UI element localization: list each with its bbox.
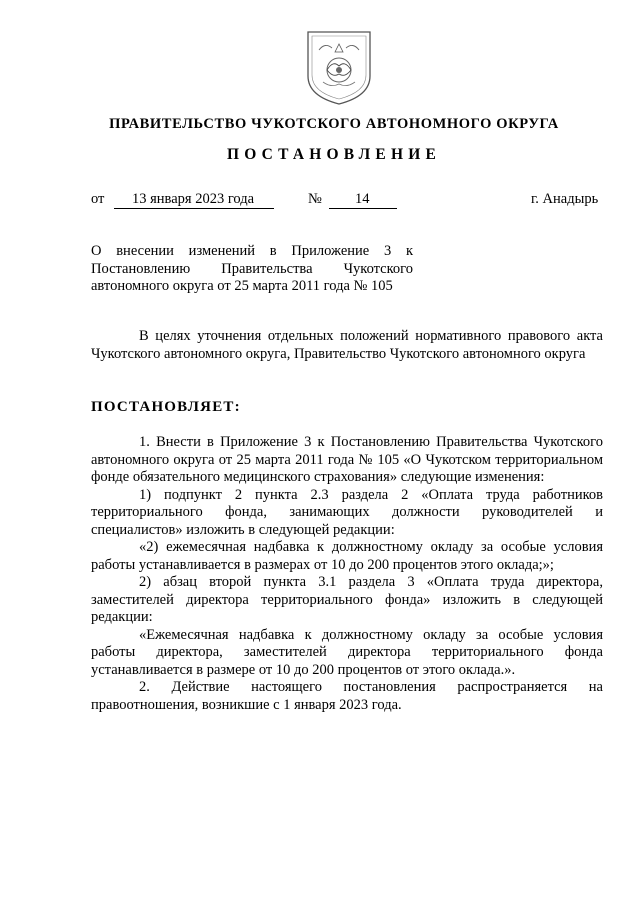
paragraph-subitem-1: 1) подпункт 2 пункта 2.3 раздела 2 «Оплата труда работников территориального фонда, занимающих должности руководителей и специалистов» изложить в следующей редакции:	[91, 486, 603, 538]
subject-line: автономного округа от 25 марта 2011 года № 105	[91, 278, 393, 294]
subject-line: Постановлению Правительства Чукотского	[91, 260, 413, 277]
decree-word: ПОСТАНОВЛЯЕТ:	[91, 399, 241, 415]
subject-line: О внесении изменений в Приложение 3 к	[91, 243, 413, 259]
document-subject	[91, 243, 413, 296]
document-place: г. Анадырь	[531, 191, 599, 207]
coat-of-arms-emblem	[305, 30, 373, 106]
date-prefix: от	[91, 191, 105, 207]
paragraph-quote-1: «2) ежемесячная надбавка к должностному окладу за особые условия работы устанавливается в размерах от 10 до 200 процентов этого оклада;»;	[91, 539, 603, 573]
document-number: 14	[355, 191, 370, 207]
preamble-text: В целях уточнения отдельных положений нормативного правового акта Чукотского автономного округа, Правительство Чукотского автономного округа	[91, 328, 603, 362]
number-prefix: №	[308, 191, 322, 207]
paragraph-quote-2: «Ежемесячная надбавка к должностному окладу за особые условия работы директора, заместителей директора территориального фонда устанавливается в размере от 10 до 200 процентов от этого оклада.».	[91, 626, 603, 678]
paragraph-item-1: 1. Внести в Приложение 3 к Постановлению Правительства Чукотского автономного округа от 25 марта 2011 года № 105 «О Чукотском территориальном фонде обязательного медицинского страхования» следующие изменения:	[91, 434, 603, 485]
date-underline	[114, 208, 274, 209]
number-underline	[329, 208, 397, 209]
document-date: 13 января 2023 года	[132, 191, 255, 207]
paragraph-item-2: 2. Действие настоящего постановления распространяется на правоотношения, возникшие с 1 января 2023 года.	[91, 679, 603, 713]
preamble	[91, 328, 603, 363]
document-body	[91, 434, 603, 714]
document-type-title: ПОСТАНОВЛЕНИЕ	[226, 146, 442, 163]
government-title: ПРАВИТЕЛЬСТВО ЧУКОТСКОГО АВТОНОМНОГО ОКРУГА	[109, 116, 559, 132]
paragraph-subitem-2: 2) абзац второй пункта 3.1 раздела 3 «Оплата труда директора, заместителей директора территориального фонда» изложить в следующей редакции:	[91, 574, 603, 625]
